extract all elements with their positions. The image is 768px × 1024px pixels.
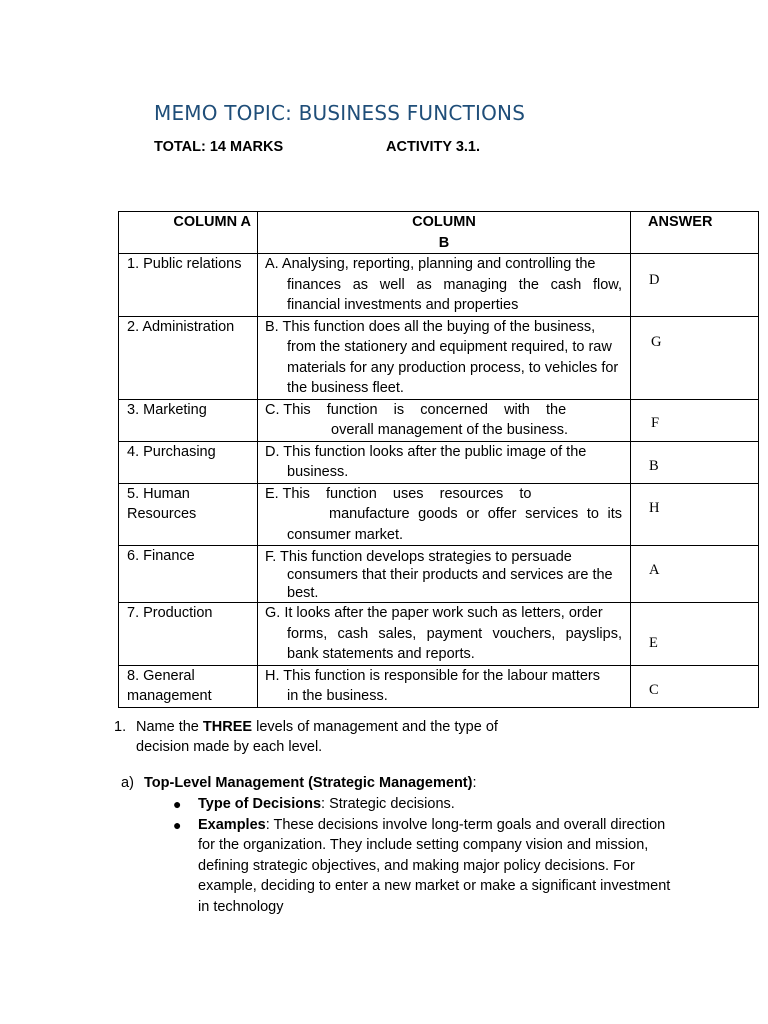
column-b-cell	[258, 603, 631, 666]
bullet-icon: ●	[173, 816, 182, 833]
column-b-first-line: C. This function is concerned with the	[265, 401, 567, 418]
answer-cell	[631, 399, 759, 441]
column-b-header-line2: B	[438, 234, 450, 251]
matching-table	[118, 211, 759, 708]
bullet-label: Examples	[198, 816, 266, 833]
list-item	[173, 794, 673, 815]
table-header-row	[119, 212, 759, 254]
column-b-header	[258, 212, 631, 254]
answer-cell	[631, 665, 759, 707]
column-b-rest: consumers that their products and services are the best.	[287, 567, 613, 601]
question-text-before: Name the	[136, 719, 203, 735]
column-a-cell: 5. Human Resources	[119, 483, 258, 546]
column-b-first-line: D. This function looks after the public image of the	[265, 443, 587, 460]
table-row	[119, 399, 759, 441]
column-b-first-line: F. This function develops strategies to persuade	[265, 549, 572, 565]
column-a-cell: 7. Production	[119, 603, 258, 666]
column-b-rest: in the business.	[287, 688, 388, 704]
column-b-cell	[258, 665, 631, 707]
column-a-cell	[119, 665, 258, 707]
memo-title: MEMO TOPIC: BUSINESS FUNCTIONS	[154, 101, 526, 125]
column-a-text: 8. General management	[127, 667, 212, 704]
answer-letter: A	[649, 562, 660, 578]
bullet-list	[173, 794, 673, 917]
column-b-first-line: G. It looks after the paper work such as letters, order	[265, 605, 603, 621]
column-b-cell	[258, 399, 631, 441]
answer-cell	[631, 546, 759, 603]
sub-question-a	[121, 773, 476, 793]
answer-letter: D	[649, 272, 660, 288]
table-row	[119, 483, 759, 546]
column-a-header: COLUMN A	[119, 212, 258, 254]
activity-label: ACTIVITY 3.1.	[386, 139, 481, 155]
column-b-first-line: B. This function does all the buying of the business,	[265, 318, 596, 335]
column-a-cell: 2. Administration	[119, 316, 258, 399]
answer-cell	[631, 254, 759, 317]
column-b-cell	[258, 546, 631, 603]
column-b-rest: forms, cash sales, payment vouchers, payslips, bank statements and reports.	[287, 625, 622, 662]
column-b-first-line: E. This function uses resources to	[265, 485, 532, 502]
question-text	[136, 717, 534, 757]
column-a-cell: 3. Marketing	[119, 399, 258, 441]
answer-letter: B	[649, 457, 659, 474]
column-b-header-line1: COLUMN	[412, 214, 476, 230]
bullet-text: : Strategic decisions.	[321, 796, 455, 812]
answer-letter: C	[649, 681, 659, 698]
column-b-rest: overall management of the business.	[331, 422, 568, 438]
answer-letter: H	[649, 499, 660, 516]
table-row	[119, 441, 759, 483]
column-b-first-line: H. This function is responsible for the labour matters	[265, 667, 601, 684]
question-1	[114, 717, 534, 757]
question-text-after: levels of management and the type of decision made by each level.	[136, 719, 498, 755]
column-b-rest: finances as well as managing the cash flow, financial investments and properties	[287, 276, 622, 313]
answer-cell	[631, 316, 759, 399]
column-b-first-line: A. Analysing, reporting, planning and controlling the	[265, 256, 596, 272]
column-b-rest: business.	[287, 464, 349, 480]
bullet-label: Type of Decisions	[198, 796, 322, 812]
column-a-cell: 4. Purchasing	[119, 441, 258, 483]
list-item	[173, 815, 673, 918]
column-a-cell: 1. Public relations	[119, 254, 258, 317]
table-row	[119, 316, 759, 399]
sub-question-label: a)	[121, 775, 134, 791]
question-number: 1.	[114, 719, 127, 735]
column-b-rest: manufacture goods or offer services to its consumer market.	[287, 506, 622, 543]
table-row	[119, 254, 759, 317]
bullet-icon: ●	[173, 796, 182, 812]
table-row	[119, 603, 759, 666]
column-b-rest: from the stationery and equipment required, to raw materials for any production process, to vehicles for the business fleet.	[287, 339, 619, 396]
bullet-text: : These decisions involve long-term goals and overall direction for the organization. They include setting company vision and mission, defining strategic objectives, and making major policy decisions. For example, deciding to enter a new market or make a significant investment in technology	[198, 816, 671, 915]
answer-cell	[631, 483, 759, 546]
answer-letter: E	[649, 635, 658, 651]
answer-cell	[631, 441, 759, 483]
table-row	[119, 546, 759, 603]
answer-letter: G	[651, 333, 662, 350]
sub-question-heading: Top-Level Management (Strategic Management)	[144, 775, 473, 791]
question-text-bold: THREE	[202, 719, 253, 735]
total-marks: TOTAL: 14 MARKS	[154, 139, 284, 155]
answer-letter: F	[651, 414, 660, 431]
column-b-cell	[258, 316, 631, 399]
column-b-cell	[258, 254, 631, 317]
sub-question-heading-suffix: :	[472, 775, 477, 791]
table-row	[119, 665, 759, 707]
answer-cell	[631, 603, 759, 666]
answer-header: ANSWER	[631, 212, 759, 254]
column-b-cell	[258, 483, 631, 546]
column-b-cell	[258, 441, 631, 483]
column-a-cell: 6. Finance	[119, 546, 258, 603]
